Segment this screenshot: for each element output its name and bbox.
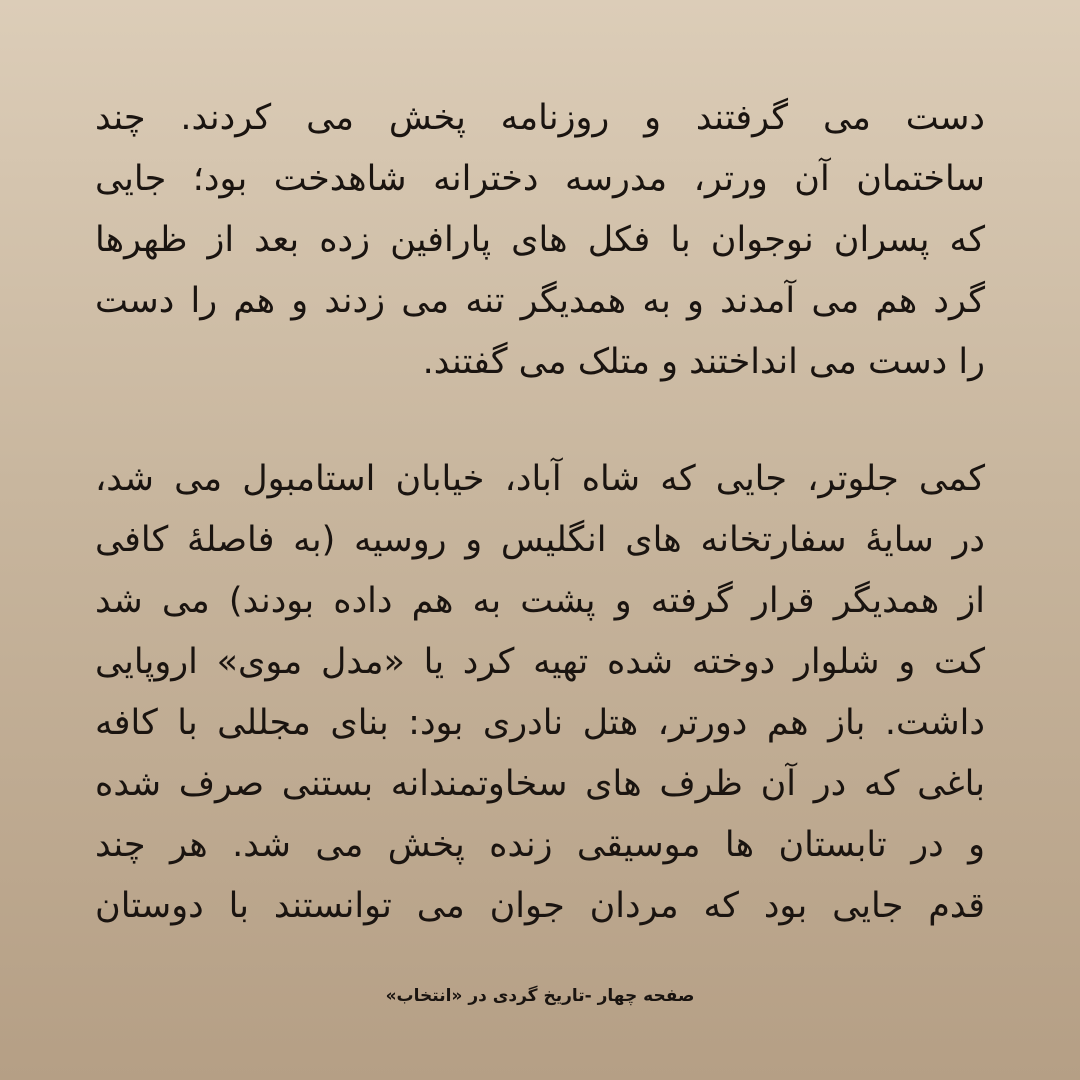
paragraph-1 bbox=[95, 88, 985, 393]
text-line: را دست می انداختند و متلک می گفتند. bbox=[422, 342, 985, 382]
page-footer-caption: صفحه چهار -تاریخ گردی در «انتخاب» bbox=[385, 986, 695, 1006]
article-body bbox=[95, 88, 985, 937]
text-line: داشت. باز هم دورتر، هتل نادری بود: بنای مجللی با کافه bbox=[95, 703, 985, 743]
paragraph-2 bbox=[95, 449, 985, 937]
text-line: دست می گرفتند و روزنامه پخش می کردند. چند bbox=[95, 98, 985, 138]
text-line: گرد هم می آمدند و به همدیگر تنه می زدند و هم را دست bbox=[95, 281, 985, 321]
text-line: قدم جایی بود که مردان جوان می توانستند با دوستان bbox=[95, 886, 985, 926]
text-line: ساختمان آن ورتر، مدرسه دخترانه شاهدخت بود؛ جایی bbox=[95, 159, 985, 199]
text-line: باغی که در آن ظرف های سخاوتمندانه بستنی صرف شده bbox=[95, 764, 985, 804]
text-line: و در تابستان ها موسیقی زنده پخش می شد. هر چند bbox=[95, 825, 985, 865]
text-line: در سایهٔ سفارتخانه های انگلیس و روسیه (به فاصلهٔ کافی bbox=[95, 520, 985, 560]
text-line: که پسران نوجوان با فکل های پارافین زده بعد از ظهرها bbox=[95, 220, 985, 260]
text-line: کمی جلوتر، جایی که شاه آباد، خیابان استامبول می شد، bbox=[95, 459, 985, 499]
text-line: کت و شلوار دوخته شده تهیه کرد یا «مدل موی» اروپایی bbox=[95, 642, 985, 682]
text-line: از همدیگر قرار گرفته و پشت به هم داده بودند) می شد bbox=[95, 581, 985, 621]
